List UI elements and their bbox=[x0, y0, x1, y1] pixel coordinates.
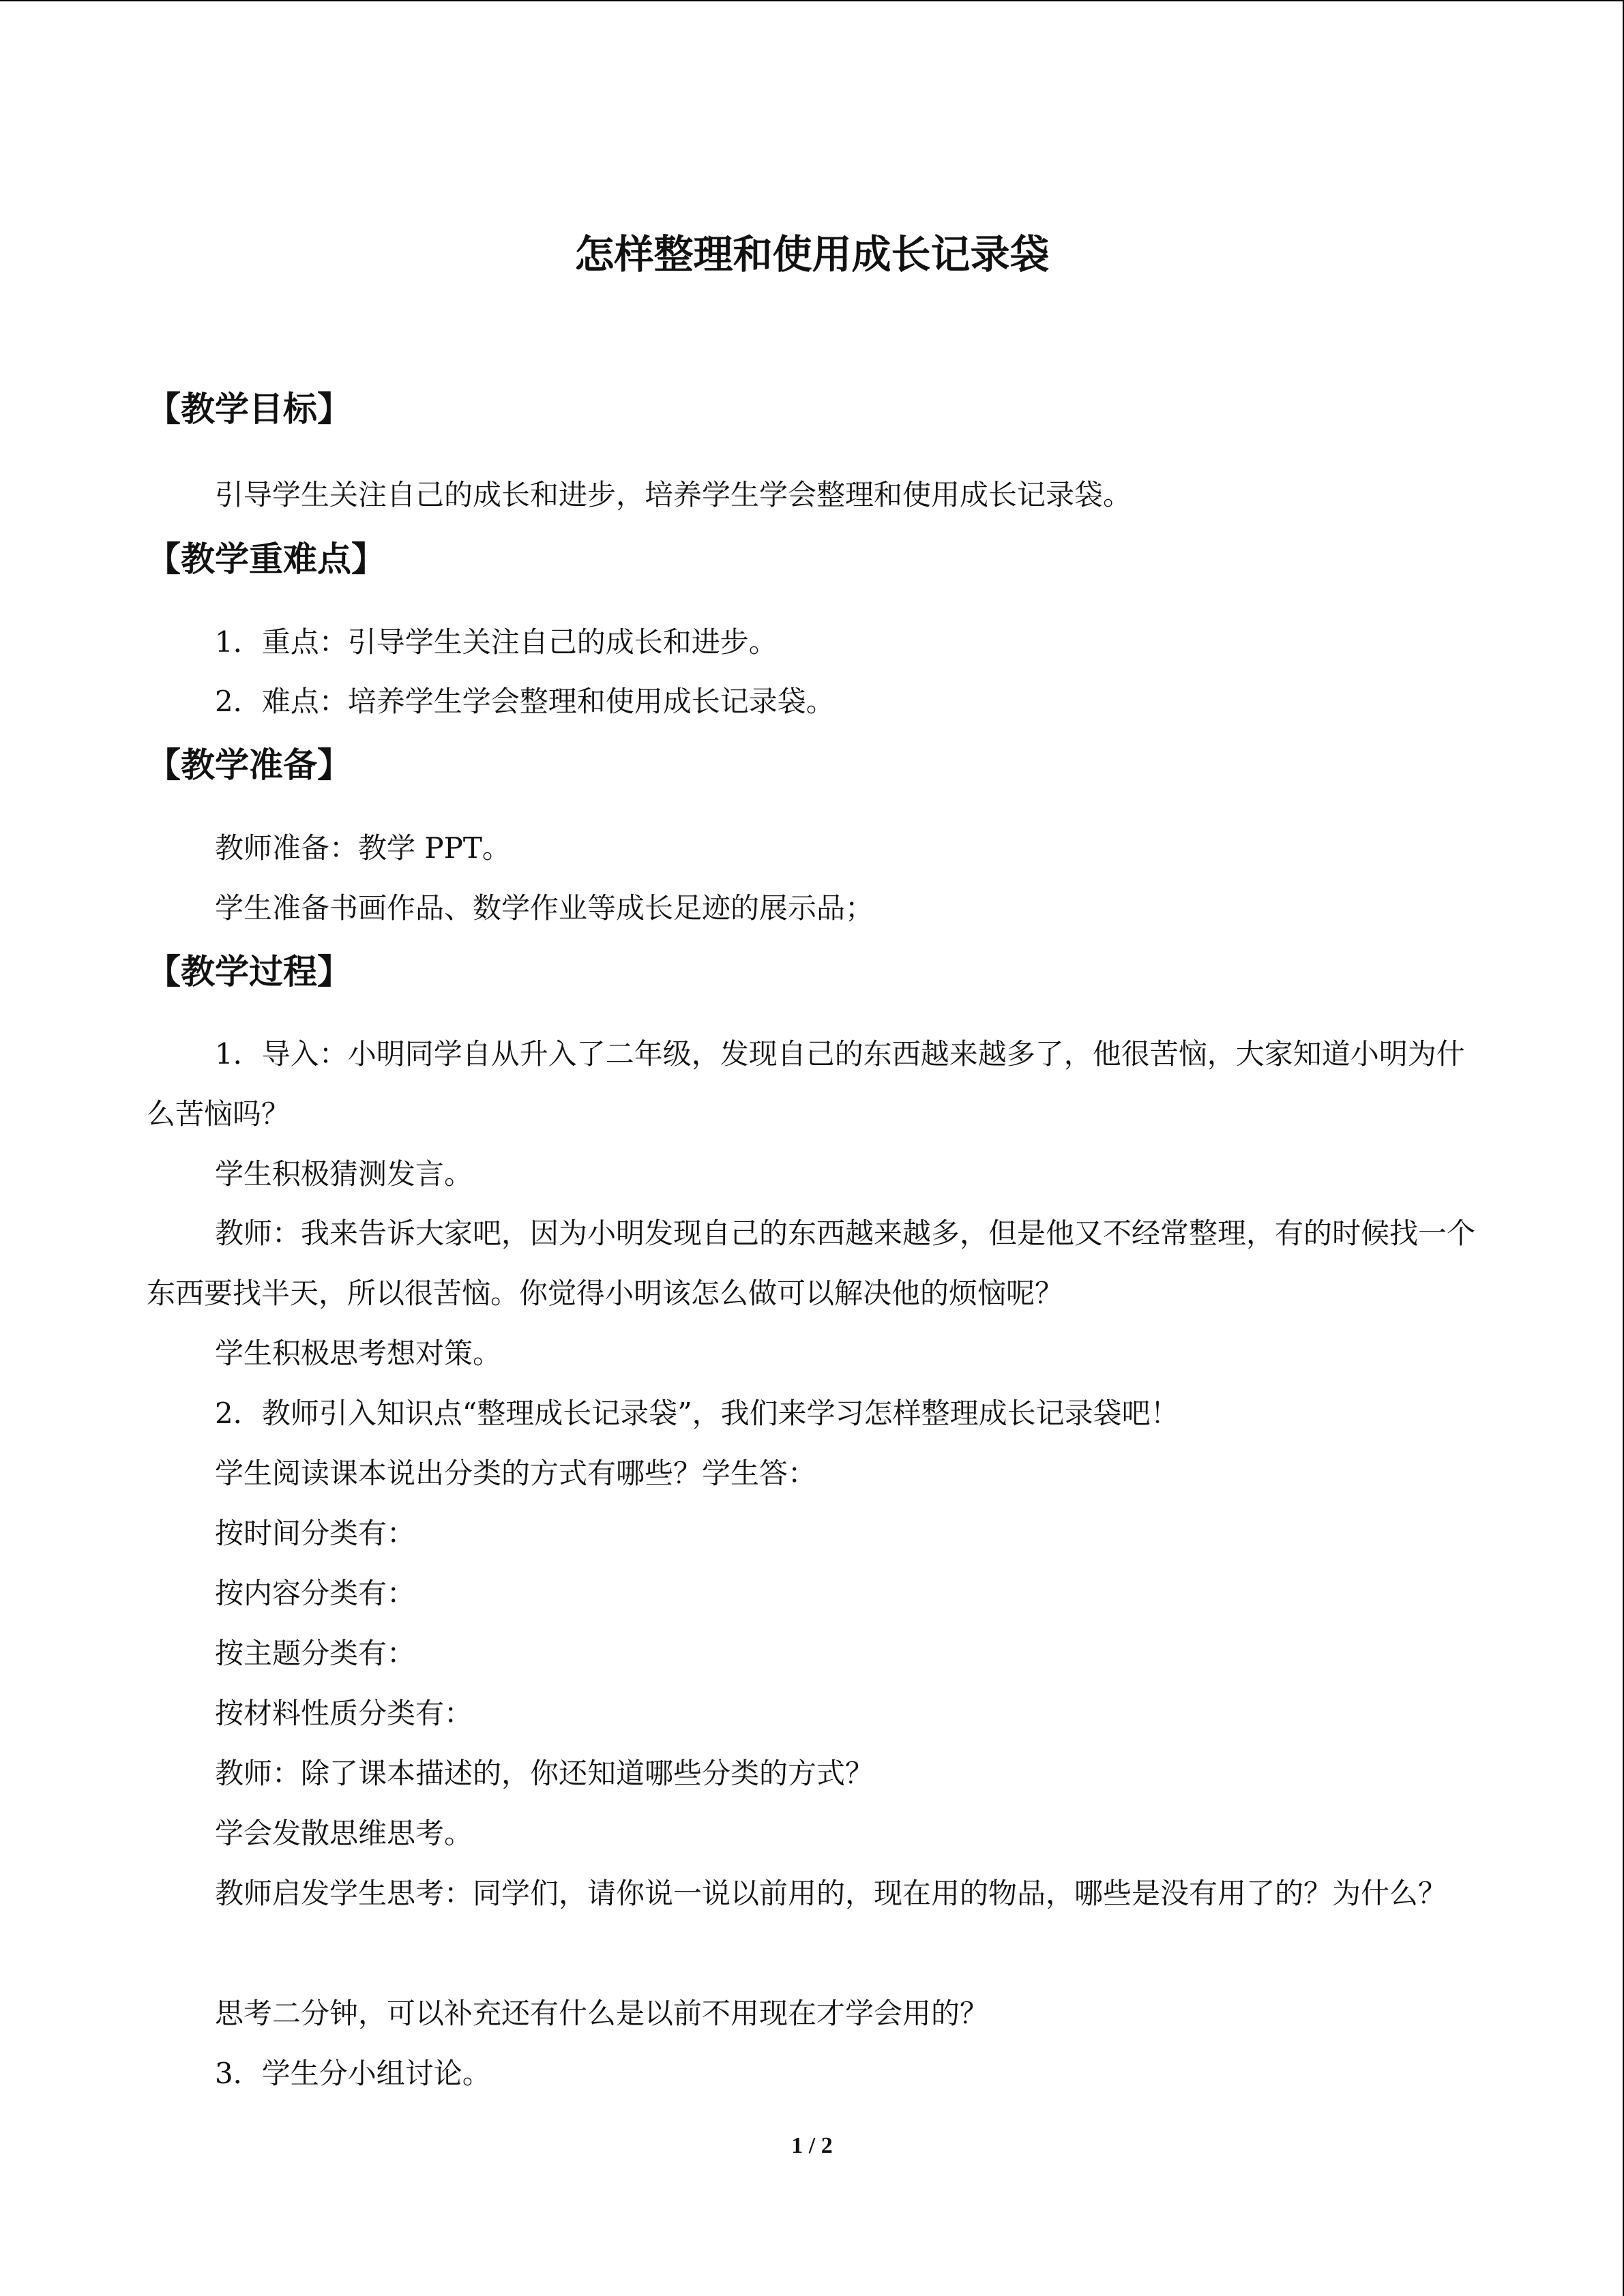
process-paragraph: 学生积极思考想对策。 bbox=[215, 1337, 502, 1370]
preparation-student: 学生准备书画作品、数学作业等成长足迹的展示品； bbox=[215, 891, 874, 925]
process-paragraph: 学生阅读课本说出分类的方式有哪些？学生答： bbox=[215, 1457, 817, 1490]
page-number: 1 / 2 bbox=[791, 2133, 833, 2158]
preparation-teacher: 教师准备：教学 PPT。 bbox=[215, 831, 511, 865]
document-body bbox=[147, 0, 1477, 2296]
key-point-item: 2．难点：培养学生学会整理和使用成长记录袋。 bbox=[215, 685, 835, 718]
process-paragraph: 教师：我来告诉大家吧，因为小明发现自己的东西越来越多，但是他又不经常整理，有的时候找一个东西要找半天，所以很苦恼。你觉得小明该怎么做可以解决他的烦恼呢？ bbox=[147, 1217, 1476, 1310]
section-heading-preparation: 【教学准备】 bbox=[147, 745, 351, 785]
section-heading-process: 【教学过程】 bbox=[147, 952, 351, 992]
process-paragraph: 教师启发学生思考：同学们，请你说一说以前用的，现在用的物品，哪些是没有用了的？为什么？ bbox=[215, 1877, 1447, 1910]
process-paragraph: 学生积极猜测发言。 bbox=[215, 1157, 473, 1191]
process-paragraph: 1．导入：小明同学自从升入了二年级，发现自己的东西越来越多了，他很苦恼，大家知道小明为什么苦恼吗？ bbox=[147, 1037, 1465, 1131]
process-paragraph: 思考二分钟，可以补充还有什么是以前不用现在才学会用的？ bbox=[215, 1997, 989, 2030]
process-paragraph: 按主题分类有： bbox=[215, 1637, 416, 1670]
key-point-item: 1．重点：引导学生关注自己的成长和进步。 bbox=[215, 625, 778, 659]
goals-text: 引导学生关注自己的成长和进步，培养学生学会整理和使用成长记录袋。 bbox=[215, 478, 1132, 511]
process-paragraph: 学会发散思维思考。 bbox=[215, 1817, 473, 1850]
process-paragraph: 2．教师引入知识点“整理成长记录袋”，我们来学习怎样整理成长记录袋吧！ bbox=[215, 1397, 1179, 1430]
process-paragraph: 按材料性质分类有： bbox=[215, 1697, 473, 1730]
process-paragraph: 3．学生分小组讨论。 bbox=[215, 2057, 491, 2090]
section-heading-key-points: 【教学重难点】 bbox=[147, 539, 385, 579]
process-paragraph: 教师：除了课本描述的，你还知道哪些分类的方式？ bbox=[215, 1757, 874, 1790]
process-paragraph: 按内容分类有： bbox=[215, 1577, 416, 1610]
process-paragraph: 按时间分类有： bbox=[215, 1517, 416, 1550]
section-heading-goals: 【教学目标】 bbox=[147, 389, 351, 429]
document-title: 怎样整理和使用成长记录袋 bbox=[574, 230, 1050, 278]
